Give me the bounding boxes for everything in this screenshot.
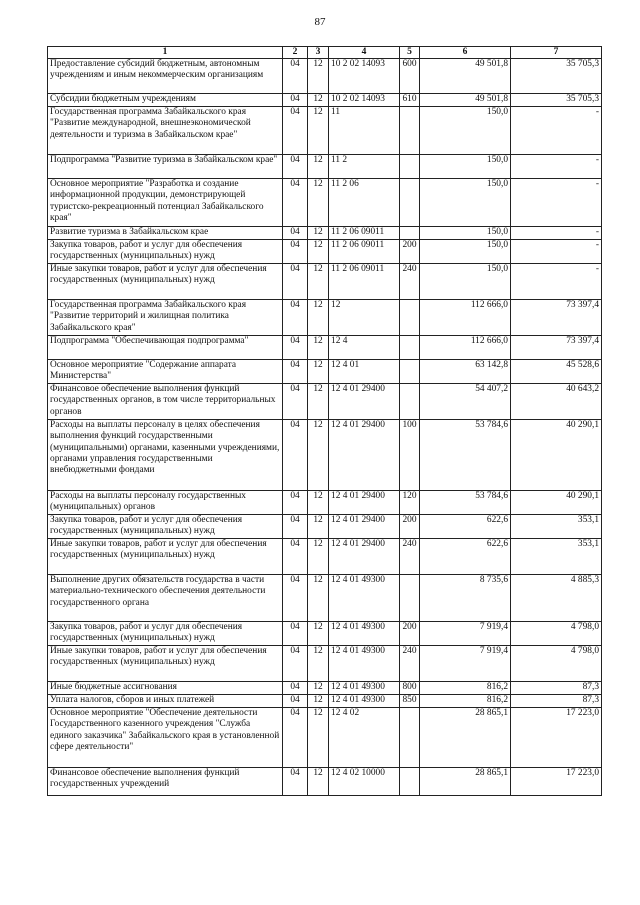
cell-amount-7: 73 397,4 xyxy=(511,336,602,360)
cell-section: 04 xyxy=(283,682,308,695)
cell-target-code: 11 xyxy=(329,107,400,155)
cell-description: Иные бюджетные ассигнования xyxy=(48,682,283,695)
cell-subsection: 12 xyxy=(308,420,329,491)
cell-description: Закупка товаров, работ и услуг для обеспечения государственных (муниципальных) нужд xyxy=(48,622,283,646)
cell-description: Уплата налогов, сборов и иных платежей xyxy=(48,695,283,708)
cell-amount-6: 150,0 xyxy=(420,227,511,240)
cell-expense-type xyxy=(400,384,420,420)
cell-section: 04 xyxy=(283,575,308,622)
cell-target-code: 12 4 01 49300 xyxy=(329,646,400,682)
cell-target-code: 12 4 01 29400 xyxy=(329,515,400,539)
cell-amount-7: 4 885,3 xyxy=(511,575,602,622)
cell-amount-7: 87,3 xyxy=(511,682,602,695)
table-row xyxy=(48,708,602,768)
cell-section: 04 xyxy=(283,708,308,768)
cell-expense-type xyxy=(400,575,420,622)
cell-amount-6: 53 784,6 xyxy=(420,420,511,491)
cell-subsection: 12 xyxy=(308,94,329,107)
cell-amount-6: 54 407,2 xyxy=(420,384,511,420)
cell-expense-type: 850 xyxy=(400,695,420,708)
cell-amount-6: 816,2 xyxy=(420,682,511,695)
cell-subsection: 12 xyxy=(308,539,329,575)
cell-target-code: 10 2 02 14093 xyxy=(329,59,400,94)
cell-amount-7: 87,3 xyxy=(511,695,602,708)
cell-expense-type xyxy=(400,227,420,240)
cell-subsection: 12 xyxy=(308,622,329,646)
cell-section: 04 xyxy=(283,264,308,300)
cell-description: Иные закупки товаров, работ и услуг для обеспечения государственных (муниципальных) нужд xyxy=(48,646,283,682)
cell-section: 04 xyxy=(283,622,308,646)
table-row xyxy=(48,682,602,695)
table-row xyxy=(48,768,602,796)
cell-section: 04 xyxy=(283,107,308,155)
cell-amount-6: 112 666,0 xyxy=(420,336,511,360)
cell-amount-7: - xyxy=(511,264,602,300)
cell-description: Выполнение других обязательств государства в части материально-технического обеспечения деятельности государственного органа xyxy=(48,575,283,622)
cell-expense-type: 200 xyxy=(400,240,420,264)
cell-amount-7: - xyxy=(511,179,602,227)
cell-target-code: 11 2 06 09011 xyxy=(329,264,400,300)
cell-target-code: 12 4 01 xyxy=(329,360,400,384)
cell-expense-type: 240 xyxy=(400,539,420,575)
cell-amount-6: 49 501,8 xyxy=(420,94,511,107)
cell-amount-6: 63 142,8 xyxy=(420,360,511,384)
col-header: 6 xyxy=(420,47,511,59)
cell-amount-6: 7 919,4 xyxy=(420,622,511,646)
cell-target-code: 11 2 06 xyxy=(329,179,400,227)
col-header: 3 xyxy=(308,47,329,59)
table-row xyxy=(48,384,602,420)
table-row xyxy=(48,622,602,646)
cell-target-code: 12 4 01 29400 xyxy=(329,491,400,515)
cell-expense-type xyxy=(400,708,420,768)
table-row xyxy=(48,336,602,360)
cell-description: Подпрограмма "Обеспечивающая подпрограмма" xyxy=(48,336,283,360)
cell-amount-6: 150,0 xyxy=(420,155,511,179)
table-row xyxy=(48,240,602,264)
cell-section: 04 xyxy=(283,539,308,575)
cell-section: 04 xyxy=(283,227,308,240)
table-row xyxy=(48,179,602,227)
cell-target-code: 12 4 02 xyxy=(329,708,400,768)
table-row xyxy=(48,59,602,94)
cell-amount-7: 353,1 xyxy=(511,539,602,575)
cell-description: Основное мероприятие "Обеспечение деятельности Государственного казенного учреждения "Служба единого заказчика" Забайкальского края в установленной сфере деятельности" xyxy=(48,708,283,768)
col-header: 1 xyxy=(48,47,283,59)
col-header: 2 xyxy=(283,47,308,59)
cell-description: Иные закупки товаров, работ и услуг для обеспечения государственных (муниципальных) нужд xyxy=(48,264,283,300)
cell-amount-7: - xyxy=(511,227,602,240)
cell-subsection: 12 xyxy=(308,360,329,384)
table-row xyxy=(48,491,602,515)
table-row xyxy=(48,227,602,240)
cell-target-code: 12 4 01 49300 xyxy=(329,695,400,708)
table-row xyxy=(48,420,602,491)
cell-amount-7: 73 397,4 xyxy=(511,300,602,336)
cell-amount-6: 8 735,6 xyxy=(420,575,511,622)
cell-target-code: 12 4 01 29400 xyxy=(329,384,400,420)
cell-amount-7: 353,1 xyxy=(511,515,602,539)
cell-expense-type xyxy=(400,107,420,155)
cell-amount-6: 150,0 xyxy=(420,107,511,155)
cell-expense-type: 100 xyxy=(400,420,420,491)
table-row xyxy=(48,646,602,682)
table-row xyxy=(48,300,602,336)
cell-section: 04 xyxy=(283,155,308,179)
cell-amount-7: 17 223,0 xyxy=(511,768,602,796)
table-row xyxy=(48,695,602,708)
cell-expense-type xyxy=(400,360,420,384)
cell-target-code: 12 4 01 29400 xyxy=(329,420,400,491)
cell-section: 04 xyxy=(283,420,308,491)
cell-section: 04 xyxy=(283,336,308,360)
cell-expense-type: 200 xyxy=(400,622,420,646)
cell-subsection: 12 xyxy=(308,59,329,94)
cell-amount-7: 40 290,1 xyxy=(511,491,602,515)
cell-section: 04 xyxy=(283,384,308,420)
cell-amount-6: 53 784,6 xyxy=(420,491,511,515)
cell-expense-type xyxy=(400,300,420,336)
col-header: 4 xyxy=(329,47,400,59)
cell-amount-7: 4 798,0 xyxy=(511,622,602,646)
cell-description: Государственная программа Забайкальского края "Развитие международной, внешнеэкономической деятельности и туризма в Забайкальском крае" xyxy=(48,107,283,155)
cell-description: Подпрограмма "Развитие туризма в Забайкальском крае" xyxy=(48,155,283,179)
cell-subsection: 12 xyxy=(308,240,329,264)
cell-amount-6: 816,2 xyxy=(420,695,511,708)
table-row xyxy=(48,107,602,155)
table-row xyxy=(48,360,602,384)
cell-description: Закупка товаров, работ и услуг для обеспечения государственных (муниципальных) нужд xyxy=(48,240,283,264)
cell-description: Субсидии бюджетным учреждениям xyxy=(48,94,283,107)
cell-amount-7: - xyxy=(511,155,602,179)
cell-section: 04 xyxy=(283,94,308,107)
page-number: 87 xyxy=(314,16,326,28)
cell-section: 04 xyxy=(283,300,308,336)
cell-description: Государственная программа Забайкальского края "Развитие территорий и жилищная политика Забайкальского края" xyxy=(48,300,283,336)
table-body xyxy=(48,59,602,796)
cell-section: 04 xyxy=(283,695,308,708)
cell-target-code: 12 4 xyxy=(329,336,400,360)
cell-target-code: 12 4 01 49300 xyxy=(329,682,400,695)
cell-target-code: 10 2 02 14093 xyxy=(329,94,400,107)
cell-section: 04 xyxy=(283,59,308,94)
cell-amount-6: 49 501,8 xyxy=(420,59,511,94)
cell-subsection: 12 xyxy=(308,384,329,420)
budget-table xyxy=(47,46,602,796)
cell-amount-7: 35 705,3 xyxy=(511,94,602,107)
cell-amount-7: 35 705,3 xyxy=(511,59,602,94)
cell-section: 04 xyxy=(283,240,308,264)
cell-amount-6: 150,0 xyxy=(420,179,511,227)
col-header: 5 xyxy=(400,47,420,59)
cell-subsection: 12 xyxy=(308,491,329,515)
cell-amount-7: 17 223,0 xyxy=(511,708,602,768)
cell-amount-6: 622,6 xyxy=(420,539,511,575)
cell-expense-type xyxy=(400,336,420,360)
cell-target-code: 12 4 02 10000 xyxy=(329,768,400,796)
cell-description: Основное мероприятие "Содержание аппарата Министерства" xyxy=(48,360,283,384)
header-row xyxy=(48,47,602,59)
table-row xyxy=(48,94,602,107)
cell-expense-type: 240 xyxy=(400,646,420,682)
cell-amount-6: 28 865,1 xyxy=(420,768,511,796)
cell-target-code: 12 xyxy=(329,300,400,336)
cell-description: Финансовое обеспечение выполнения функций государственных органов, в том числе территориальных органов xyxy=(48,384,283,420)
table-row xyxy=(48,155,602,179)
cell-amount-6: 622,6 xyxy=(420,515,511,539)
table-row xyxy=(48,575,602,622)
cell-target-code: 11 2 06 09011 xyxy=(329,240,400,264)
cell-amount-7: - xyxy=(511,240,602,264)
cell-section: 04 xyxy=(283,179,308,227)
cell-target-code: 12 4 01 29400 xyxy=(329,539,400,575)
cell-target-code: 11 2 06 09011 xyxy=(329,227,400,240)
cell-subsection: 12 xyxy=(308,264,329,300)
cell-description: Финансовое обеспечение выполнения функций государственных учреждений xyxy=(48,768,283,796)
cell-subsection: 12 xyxy=(308,179,329,227)
cell-subsection: 12 xyxy=(308,682,329,695)
cell-expense-type: 120 xyxy=(400,491,420,515)
cell-amount-7: 45 528,6 xyxy=(511,360,602,384)
cell-subsection: 12 xyxy=(308,515,329,539)
cell-section: 04 xyxy=(283,491,308,515)
cell-expense-type: 240 xyxy=(400,264,420,300)
table-row xyxy=(48,264,602,300)
cell-amount-6: 112 666,0 xyxy=(420,300,511,336)
cell-amount-6: 150,0 xyxy=(420,264,511,300)
cell-subsection: 12 xyxy=(308,227,329,240)
cell-amount-6: 7 919,4 xyxy=(420,646,511,682)
cell-expense-type: 800 xyxy=(400,682,420,695)
cell-expense-type xyxy=(400,155,420,179)
cell-amount-7: 40 290,1 xyxy=(511,420,602,491)
cell-section: 04 xyxy=(283,646,308,682)
cell-expense-type: 600 xyxy=(400,59,420,94)
cell-section: 04 xyxy=(283,768,308,796)
cell-description: Развитие туризма в Забайкальском крае xyxy=(48,227,283,240)
cell-description: Предоставление субсидий бюджетным, автономным учреждениям и иным некоммерческим организациям xyxy=(48,59,283,94)
cell-subsection: 12 xyxy=(308,336,329,360)
cell-expense-type: 200 xyxy=(400,515,420,539)
cell-subsection: 12 xyxy=(308,768,329,796)
cell-amount-7: - xyxy=(511,107,602,155)
cell-subsection: 12 xyxy=(308,695,329,708)
cell-target-code: 12 4 01 49300 xyxy=(329,622,400,646)
cell-description: Иные закупки товаров, работ и услуг для обеспечения государственных (муниципальных) нужд xyxy=(48,539,283,575)
cell-expense-type: 610 xyxy=(400,94,420,107)
cell-target-code: 12 4 01 49300 xyxy=(329,575,400,622)
cell-section: 04 xyxy=(283,360,308,384)
cell-amount-7: 40 643,2 xyxy=(511,384,602,420)
cell-subsection: 12 xyxy=(308,300,329,336)
col-header: 7 xyxy=(511,47,602,59)
cell-target-code: 11 2 xyxy=(329,155,400,179)
cell-description: Основное мероприятие "Разработка и создание информационной продукции, демонстрирующей туристско-рекреационный потенциал Забайкальского края" xyxy=(48,179,283,227)
cell-subsection: 12 xyxy=(308,646,329,682)
cell-expense-type xyxy=(400,768,420,796)
table-row xyxy=(48,515,602,539)
cell-subsection: 12 xyxy=(308,708,329,768)
cell-section: 04 xyxy=(283,515,308,539)
cell-description: Расходы на выплаты персоналу государственных (муниципальных) органов xyxy=(48,491,283,515)
cell-description: Закупка товаров, работ и услуг для обеспечения государственных (муниципальных) нужд xyxy=(48,515,283,539)
cell-subsection: 12 xyxy=(308,107,329,155)
cell-expense-type xyxy=(400,179,420,227)
cell-amount-7: 4 798,0 xyxy=(511,646,602,682)
table-row xyxy=(48,539,602,575)
cell-description: Расходы на выплаты персоналу в целях обеспечения выполнения функций государственными (муниципальными) органами, казенными учреждениями, органами управления государственными внебюджетными фондами xyxy=(48,420,283,491)
cell-subsection: 12 xyxy=(308,155,329,179)
cell-subsection: 12 xyxy=(308,575,329,622)
cell-amount-6: 28 865,1 xyxy=(420,708,511,768)
cell-amount-6: 150,0 xyxy=(420,240,511,264)
